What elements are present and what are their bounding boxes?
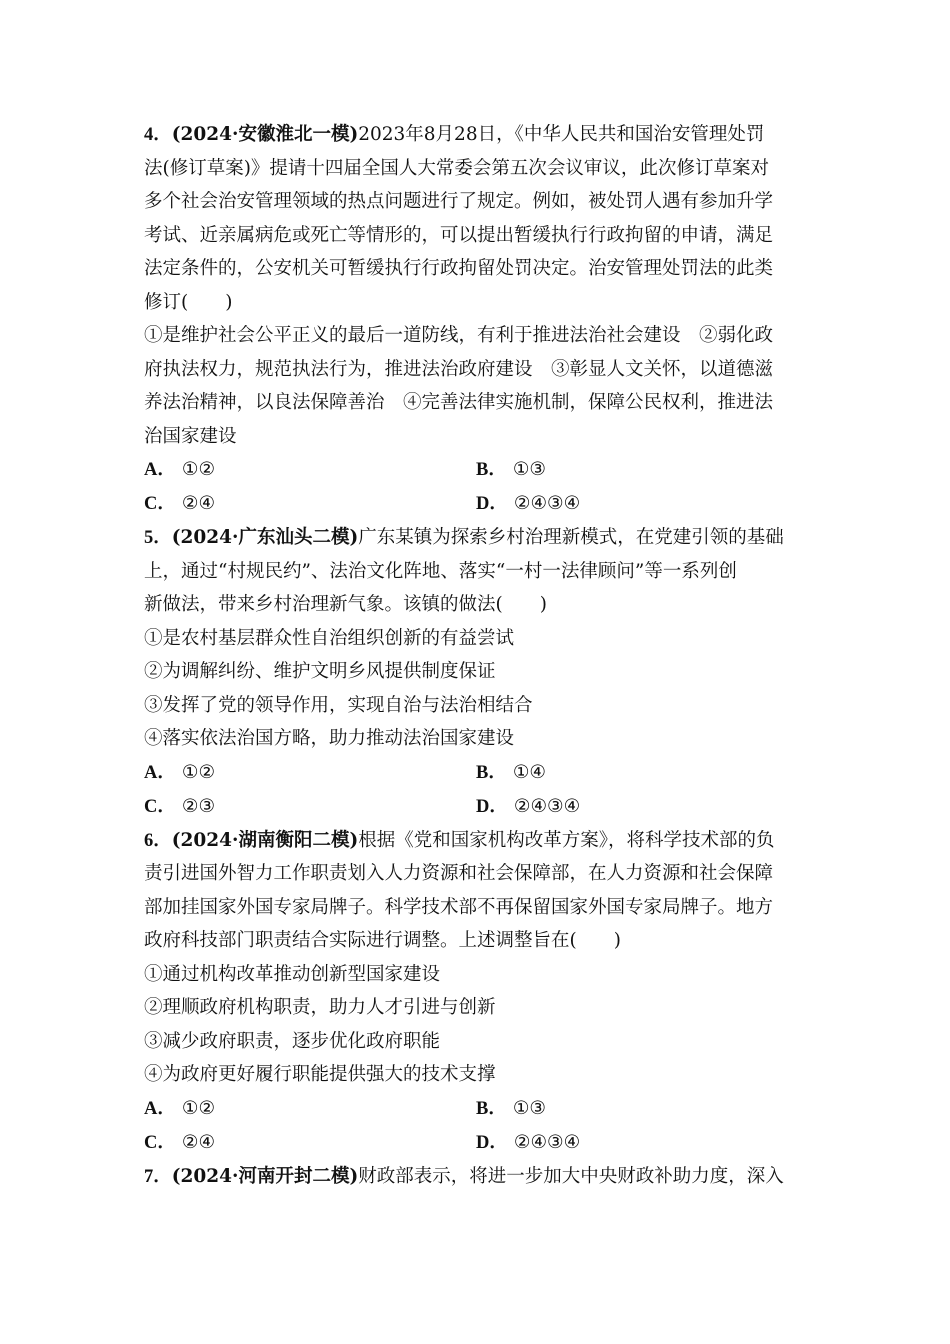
question-7	[144, 1160, 808, 1194]
question-source: (2024·湖南衡阳二模)	[171, 829, 359, 851]
option-letter: A．	[144, 1098, 176, 1119]
stem-text: 责引进国外智力工作职责划入人力资源和社会保障部，在人力资源和社会保障	[144, 863, 774, 884]
option-letter: B．	[476, 460, 507, 480]
option-text: ①②	[181, 1097, 216, 1119]
option-text: ①②	[181, 761, 216, 783]
document-page	[144, 118, 808, 1193]
options-row	[144, 453, 808, 487]
stem-text: 广东某镇为探索乡村治理新模式，在党建引领的基础	[358, 527, 784, 548]
question-stem-line	[144, 219, 808, 253]
stem-text: 上，通过“村规民约”、法治文化阵地、落实“一村一法律顾问”等一系列创	[144, 560, 737, 582]
question-number: 4．	[144, 125, 172, 145]
question-number: 7．	[144, 1166, 172, 1187]
option-letter: C．	[144, 1132, 176, 1153]
option-letter: A．	[144, 460, 176, 480]
stem-text: 政府科技部门职责结合实际进行调整。上述调整旨在( )	[144, 930, 621, 951]
question-source: (2024·安徽淮北一模)	[171, 124, 359, 145]
question-stem-line	[144, 286, 808, 320]
option-text: ②④	[181, 1131, 216, 1153]
question-5	[144, 521, 808, 824]
statement-line: 府执法权力，规范执法行为，推进法治政府建设 ③彰显人文关怀，以道德滋	[144, 358, 774, 380]
statement-line: ③减少政府职责，逐步优化政府职能	[144, 1030, 441, 1052]
options-row	[144, 756, 808, 790]
options-row	[144, 1126, 808, 1160]
answer-option[interactable]	[476, 756, 808, 790]
statement-line: ④落实依法治国方略，助力推动法治国家建设	[144, 728, 515, 749]
stem-text: 新做法，带来乡村治理新气象。该镇的做法( )	[144, 594, 547, 615]
option-text: ①④	[512, 761, 547, 783]
question-source: (2024·广东汕头二模)	[171, 527, 359, 548]
question-4	[144, 118, 808, 521]
answer-option[interactable]	[476, 1092, 808, 1126]
option-text: ②④	[181, 493, 216, 514]
statement-line: ①通过机构改革推动创新型国家建设	[144, 963, 441, 985]
statement-line: ④为政府更好履行职能提供强大的技术支撑	[144, 1064, 496, 1085]
option-text: ①③	[512, 1097, 547, 1119]
question-number: 5．	[144, 528, 172, 548]
option-text: ①②	[181, 459, 216, 480]
question-stem-line	[144, 252, 808, 286]
option-letter: D．	[476, 796, 508, 817]
option-letter: A．	[144, 762, 176, 783]
stem-text: 财政部表示，将进一步加大中央财政补助力度，深入	[358, 1165, 784, 1187]
question-stem-line	[144, 185, 808, 219]
option-text: ②③	[181, 795, 216, 817]
statement-line: ①是维护社会公平正义的最后一道防线，有利于推进法治社会建设 ②弱化政	[144, 325, 774, 346]
option-letter: D．	[476, 1132, 508, 1153]
question-source: (2024·河南开封二模)	[171, 1165, 359, 1187]
stem-text: 法(修订草案)》提请十四届全国人大常委会第五次会议审议，此次修订草案对	[144, 157, 769, 179]
option-letter: B．	[476, 762, 507, 783]
answer-option[interactable]	[476, 790, 808, 824]
option-text: ②④③④	[513, 1131, 581, 1153]
answer-option[interactable]	[144, 790, 476, 824]
statement-line: ③发挥了党的领导作用，实现自治与法治相结合	[144, 694, 533, 716]
answer-option[interactable]	[476, 487, 808, 521]
stem-text: 多个社会治安管理领域的热点问题进行了规定。例如，被处罚人遇有参加升学	[144, 191, 774, 212]
question-stem-line	[144, 152, 808, 186]
options-row	[144, 487, 808, 521]
answer-option[interactable]	[476, 453, 808, 487]
question-stem-line	[144, 588, 808, 622]
answer-option[interactable]	[476, 1126, 808, 1160]
options-row	[144, 790, 808, 824]
question-6	[144, 824, 808, 1160]
question-stem-line	[144, 891, 808, 925]
stem-text: 法定条件的，公安机关可暂缓执行行政拘留处罚决定。治安管理处罚法的此类	[144, 258, 774, 279]
option-text: ①③	[512, 459, 547, 480]
question-stem-line	[144, 857, 808, 891]
statement-line: ①是农村基层群众性自治组织创新的有益尝试	[144, 627, 515, 649]
answer-option[interactable]	[144, 1092, 476, 1126]
option-text: ②④③④	[513, 795, 581, 817]
option-text: ②④③④	[513, 493, 581, 514]
statement-line: ②为调解纠纷、维护文明乡风提供制度保证	[144, 661, 496, 682]
question-stem-line	[144, 924, 808, 958]
stem-text: 根据《党和国家机构改革方案》，将科学技术部的负	[358, 829, 775, 851]
question-number: 6．	[144, 830, 172, 851]
stem-text: 考试、近亲属病危或死亡等情形的，可以提出暂缓执行行政拘留的申请，满足	[144, 224, 774, 246]
statement-line: 养法治精神，以良法保障善治 ④完善法律实施机制，保障公民权利，推进法	[144, 392, 774, 413]
answer-option[interactable]	[144, 1126, 476, 1160]
statement-line: ②理顺政府机构职责，助力人才引进与创新	[144, 997, 496, 1018]
question-stem-line	[144, 118, 808, 152]
option-letter: C．	[144, 796, 176, 817]
stem-text: 部加挂国家外国专家局牌子。科学技术部不再保留国家外国专家局牌子。地方	[144, 896, 774, 918]
option-letter: C．	[144, 494, 176, 514]
statement-line: 治国家建设	[144, 425, 237, 447]
answer-option[interactable]	[144, 453, 476, 487]
options-row	[144, 1092, 808, 1126]
answer-option[interactable]	[144, 487, 476, 521]
question-stem-line	[144, 521, 808, 555]
stem-text: 修订( )	[144, 291, 233, 313]
answer-option[interactable]	[144, 756, 476, 790]
stem-text: 2023年8月28日，《中华人民共和国治安管理处罚	[358, 124, 765, 145]
option-letter: B．	[476, 1098, 507, 1119]
option-letter: D．	[476, 494, 508, 514]
question-stem-line	[144, 824, 808, 858]
question-stem-line	[144, 1160, 808, 1194]
question-stem-line	[144, 555, 808, 589]
